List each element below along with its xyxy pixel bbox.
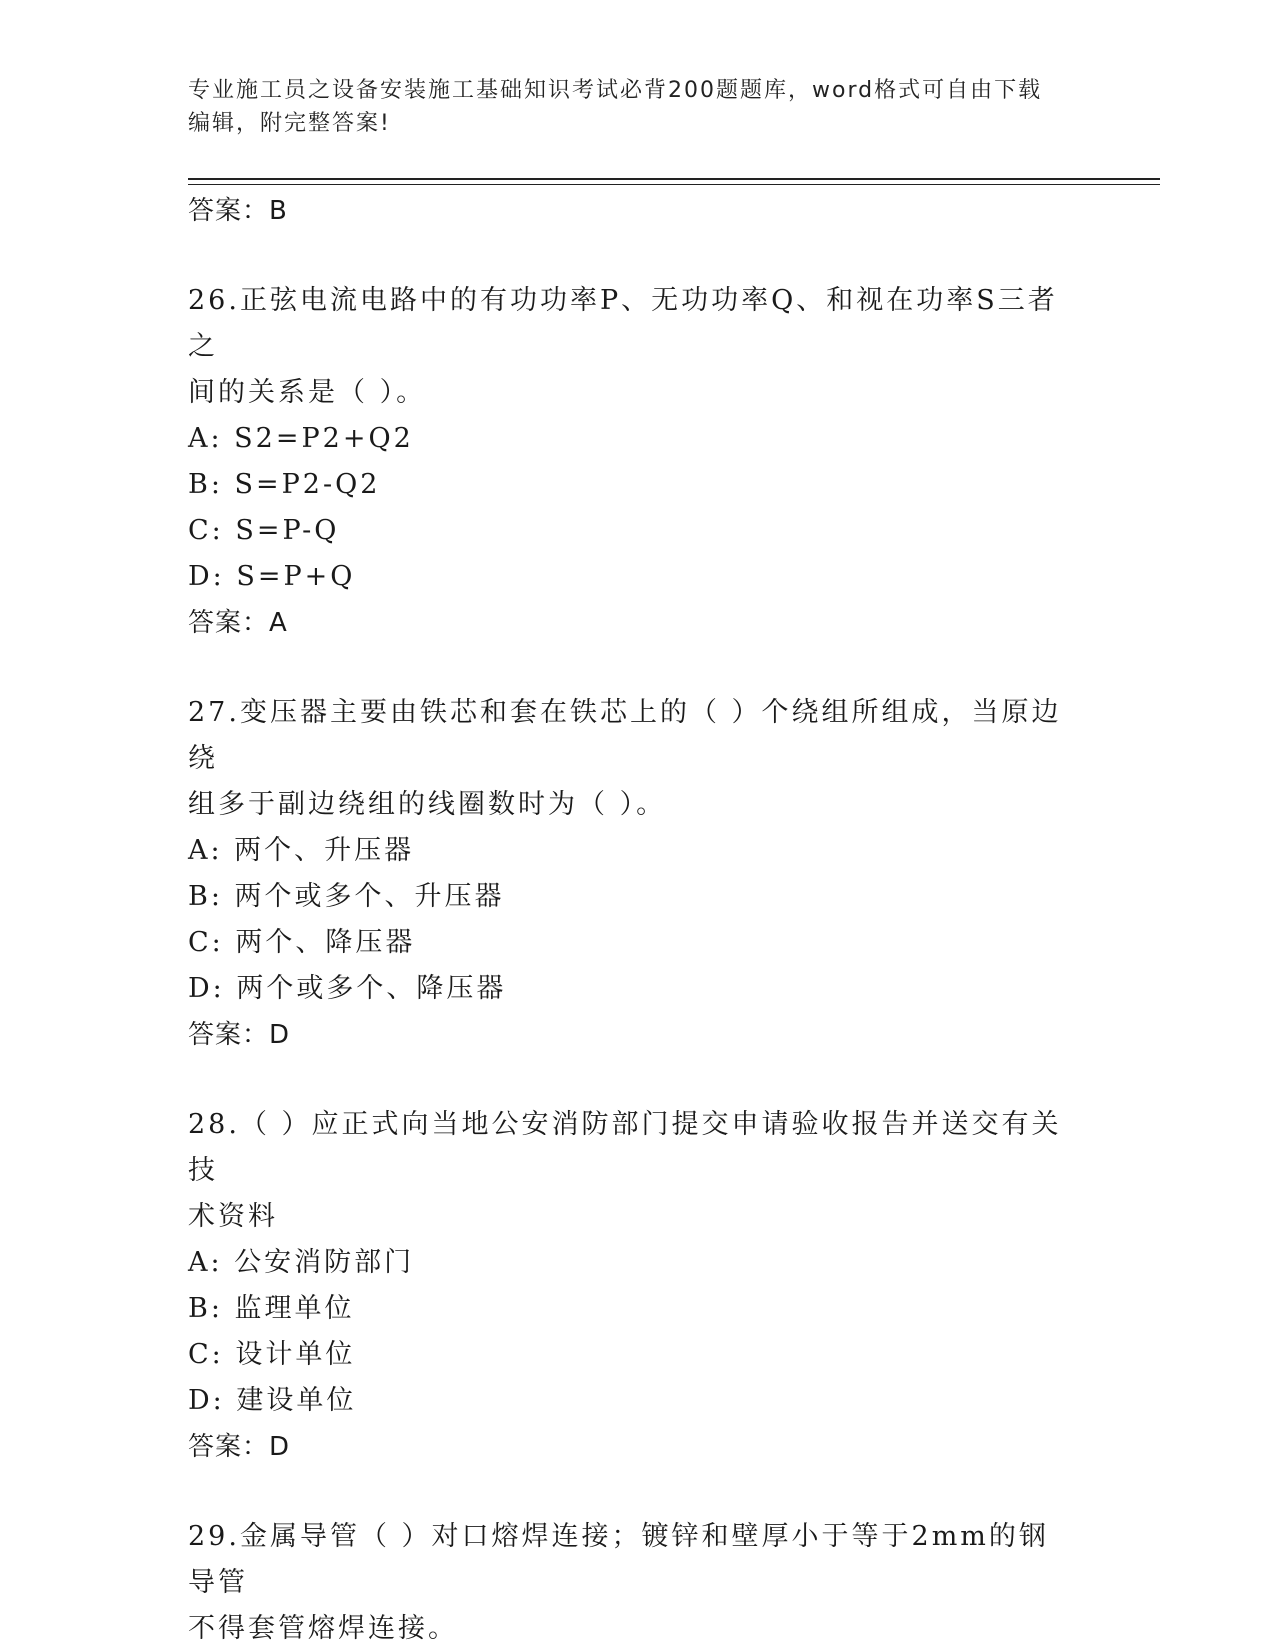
question-text: 26.正弦电流电路中的有功功率P、无功功率Q、和视在功率S三者之 间的关系是（ ）。 [188, 285, 1058, 408]
answer-line: 答案：B [188, 196, 288, 226]
question-text: 29.金属导管（ ）对口熔焊连接；镀锌和壁厚小于等于2mm的钢导管 不得套管熔焊连接。 [188, 1521, 1049, 1644]
answer-line: 答案：A [188, 608, 288, 638]
question-block [188, 278, 1068, 646]
answer-line: 答案：D [188, 1432, 291, 1462]
option-d: D: 两个或多个、降压器 [188, 973, 507, 1004]
option-c: C: 设计单位 [188, 1339, 356, 1370]
answer-line: 答案：D [188, 1020, 291, 1050]
header-line-2: 编辑，附完整答案! [188, 111, 391, 136]
question-block [188, 690, 1068, 1058]
header-rule-thick [188, 178, 1160, 180]
question-text: 28.（ ）应正式向当地公安消防部门提交申请验收报告并送交有关技 术资料 [188, 1109, 1062, 1232]
question-text: 27.变压器主要由铁芯和套在铁芯上的（ ）个绕组所组成，当原边绕 组多于副边绕组的线圈数时为（ ）。 [188, 697, 1062, 820]
option-b: B: 两个或多个、升压器 [188, 881, 505, 912]
document-header [188, 74, 1088, 140]
option-a: A: 公安消防部门 [188, 1247, 415, 1278]
header-line-1: 专业施工员之设备安装施工基础知识考试必背200题题库，word格式可自由下载 [188, 78, 1043, 103]
option-a: A: 两个、升压器 [188, 835, 415, 866]
option-d: D: S=P+Q [188, 561, 356, 592]
option-c: C: 两个、降压器 [188, 927, 416, 958]
question-block [188, 1102, 1068, 1470]
option-c: C: S=P-Q [188, 515, 340, 546]
option-b: B: S=P2-Q2 [188, 469, 381, 500]
option-a: A: S2=P2+Q2 [188, 423, 414, 454]
question-block [188, 1514, 1068, 1652]
option-b: B: 监理单位 [188, 1293, 355, 1324]
document-body [188, 188, 1068, 1652]
option-d: D: 建设单位 [188, 1385, 357, 1416]
header-rule-thin [188, 184, 1160, 185]
